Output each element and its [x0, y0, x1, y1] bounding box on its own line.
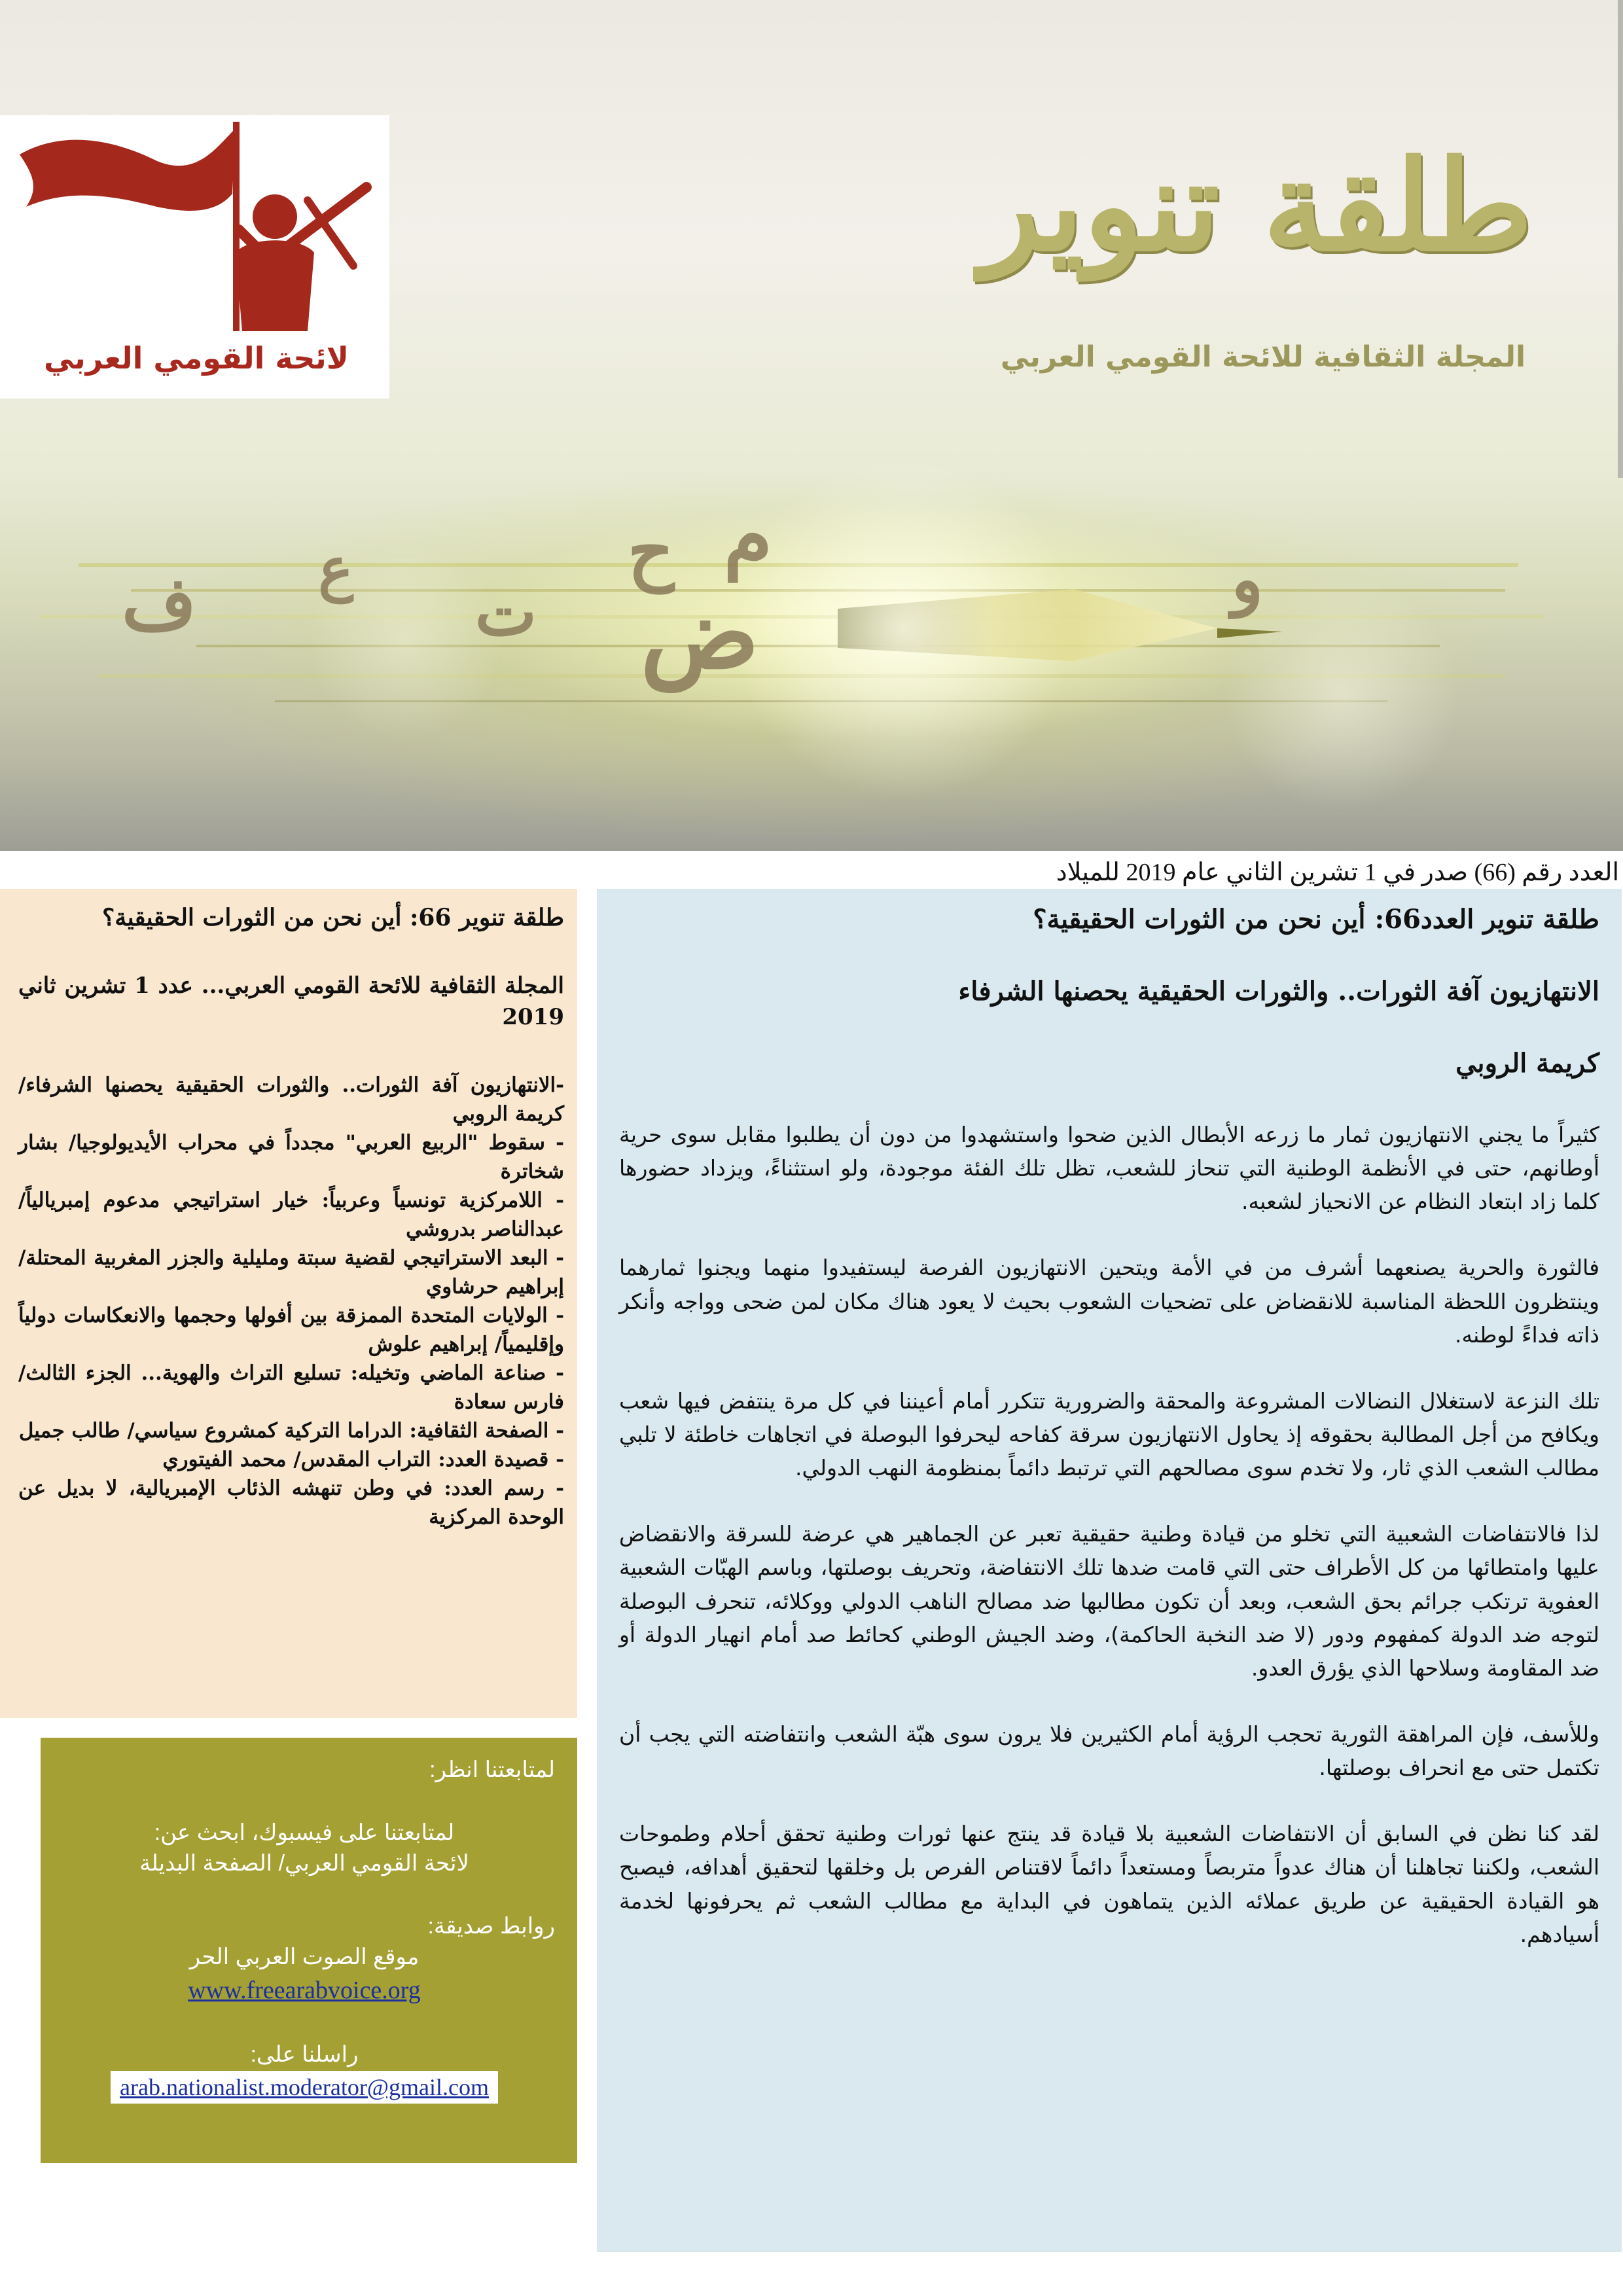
- light-glow: [733, 458, 1073, 798]
- contents-item: - اللامركزية تونسياً وعربياً: خيار استراتيجي مدعوم إمبريالياً/ عبدالناصر بدروشي: [18, 1189, 564, 1242]
- main-article: [597, 889, 1622, 2252]
- facebook-info: [54, 1818, 555, 1880]
- article-paragraph: تلك النزعة لاستغلال النضالات المشروعة والمحقة والضرورية تتكرر أمام أعيننا في كل مرة ينتفض فيها شعب ويكافح من أجل المطالبة بحقوقه إذ يحاول الانتهازيون سرقة كفاحه ليحرفوا البوصلة في اتجاهات خاطئة لا تلبي مطالب الشعب الذي ثار، ولا تخدم سوى مصالحهم التي ترتبط دائماً بمنظومة النهب الدولي.: [619, 1388, 1599, 1481]
- edge-rule: [1618, 0, 1623, 478]
- contents-item: - البعد الاستراتيجي لقضية سبتة ومليلية والجزر المغربية المحتلة/ إبراهيم حرشاوي: [18, 1246, 564, 1299]
- site-link[interactable]: www.freearabvoice.org: [188, 1976, 421, 2004]
- flying-letter: م: [723, 490, 772, 582]
- links-heading: روابط صديقة:: [427, 1913, 555, 1939]
- friend-links: [54, 1942, 555, 2008]
- contact-heading: راسلنا على:: [250, 2042, 359, 2068]
- contents-item: - صناعة الماضي وتخيله: تسليع التراث والهوية... الجزء الثالث/ فارس سعادة: [18, 1361, 564, 1414]
- email-link[interactable]: arab.nationalist.moderator@gmail.com: [111, 2071, 498, 2104]
- magazine-title: طلقة تنوير: [980, 133, 1533, 279]
- contents-item: - رسم العدد: في وطن تنهشه الذئاب الإمبريالية، لا بديل عن الوحدة المركزية: [18, 1477, 564, 1530]
- contents-box: [0, 889, 577, 1718]
- contact-email-row: [54, 2071, 555, 2104]
- article-paragraph: وللأسف، فإن المراهقة الثورية تحجب الرؤية أمام الكثيرين فلا يرون سوى هبّة الشعب وانتفاضته التي يجب أن تكتمل حتى مع انحراف بوصلتها.: [619, 1721, 1599, 1781]
- flag-figure-icon: [0, 115, 389, 338]
- article-paragraph: لذا فالانتفاضات الشعبية التي تخلو من قيادة وطنية حقيقية تعبر عن الجماهير هي عرضة للسرقة والانقضاض عليها وامتطائها من كل الأطراف حتى التي قامت ضدها تلك الانتفاضة، وتحريف بوصلتها، وباسم الهبّات الشعبية العفوية ترتكب جرائم بحق الشعب، وبعد أن تكون مطالبها ضد مصالح الناهب الدولي ووكلائه، تنحرف البوصلة لتوجه ضد الدولة كمفهوم ودور (لا ضد النخبة الحاكمة)، وضد الجيش الوطني كحائط صد أمام انهيار الدولة أو ضد المقاومة وسلاحها الذي يؤرق العدو.: [619, 1521, 1599, 1681]
- flying-letter: ت: [474, 573, 537, 651]
- contents-intro: المجلة الثقافية للائحة القومي العربي... عدد 1 تشرين ثاني 2019: [18, 973, 564, 1030]
- flying-letter: ع: [318, 534, 353, 603]
- contents-item: - سقوط "الربيع العربي" مجدداً في محراب الأيديولوجيا/ بشار شخاترة: [18, 1131, 564, 1184]
- site-name: موقع الصوت العربي الحر: [189, 1945, 419, 1970]
- facebook-page-name: لائحة القومي العربي/ الصفحة البديلة: [139, 1851, 469, 1876]
- article-title: طلقة تنوير العدد66: أين نحن من الثورات الحقيقية؟: [1033, 904, 1599, 935]
- flying-letter: ح: [627, 509, 674, 593]
- flying-letter: و: [1231, 541, 1263, 618]
- follow-heading: لمتابعتنا انظر:: [429, 1757, 555, 1782]
- contents-item: -الانتهازيون آفة الثورات.. والثورات الحقيقية يحصنها الشرفاء/ كريمة الروبي: [18, 1073, 564, 1126]
- contents-item: - قصيدة العدد: التراب المقدس/ محمد الفيتوري: [162, 1448, 564, 1472]
- follow-box: [41, 1738, 577, 2163]
- contents-title: طلقة تنوير 66: أين نحن من الثورات الحقيقية؟: [102, 904, 564, 931]
- article-paragraph: كثيراً ما يجني الانتهازيون ثمار ما زرعه الأبطال الذين ضحوا واستشهدوا من دون أن يطلبوا مقابل سوى حرية أوطانهم، حتى في الأنظمة الوطنية التي تنحاز للشعب، تظل تلك الفئة موجودة، ولو استثناءً، ويزداد حضورها كلما زاد ابتعاد النظام عن الانحياز لشعبه.: [619, 1122, 1599, 1215]
- issue-date-line: العدد رقم (66) صدر في 1 تشرين الثاني عام 2019 للميلاد: [1056, 859, 1619, 886]
- article-paragraph: فالثورة والحرية يصنعهما أشرف من في الأمة ويتحين الانتهازيون الفرصة ليستفيدوا منهما ويجنوا ثمارهما وينتظرون اللحظة المناسبة للانقضاض على تضحيات الشعوب بحيث لا يعود هناك مكان لمن ضحى وواجه وأنكر ذاته فداءً لوطنه.: [619, 1255, 1599, 1348]
- logo-caption: لائحة القومي العربي: [43, 340, 349, 376]
- contents-item: - الصفحة الثقافية: الدراما التركية كمشروع سياسي/ طالب جميل: [18, 1419, 564, 1443]
- article-headline: الانتهازيون آفة الثورات.. والثورات الحقيقية يحصنها الشرفاء: [958, 976, 1599, 1007]
- article-author: كريمة الروبي: [1455, 1048, 1599, 1079]
- flying-letter: ف: [121, 561, 196, 645]
- facebook-line: لمتابعتنا على فيسبوك، ابحث عن:: [154, 1820, 455, 1845]
- magazine-subtitle: المجلة الثقافية للائحة القومي العربي: [1000, 340, 1526, 374]
- flying-letter: ض: [640, 576, 759, 691]
- contents-item: - الولايات المتحدة الممزقة بين أفولها وحجمها والانعكاسات دولياً وإقليمياً/ إبراهيم علوش: [18, 1304, 564, 1357]
- contents-list: [18, 1071, 564, 1532]
- header-banner: [0, 0, 1623, 851]
- article-paragraph: لقد كنا نظن في السابق أن الانتفاضات الشعبية بلا قيادة قد ينتج عنها ثورات وطنية تحقق أحلام وطموحات الشعب، ولكننا تجاهلنا أن هناك عدواً متربصاً ومستعداً دائماً لاقتناص الفرص بل وخلقها لتحقيق أهدافه، فيصبح هو القيادة الحقيقية عن طريق عملائه الذين يتماهون في البداية مع مطالب الشعب ثم يحرفونها لخدمة أسيادهم.: [619, 1821, 1599, 1947]
